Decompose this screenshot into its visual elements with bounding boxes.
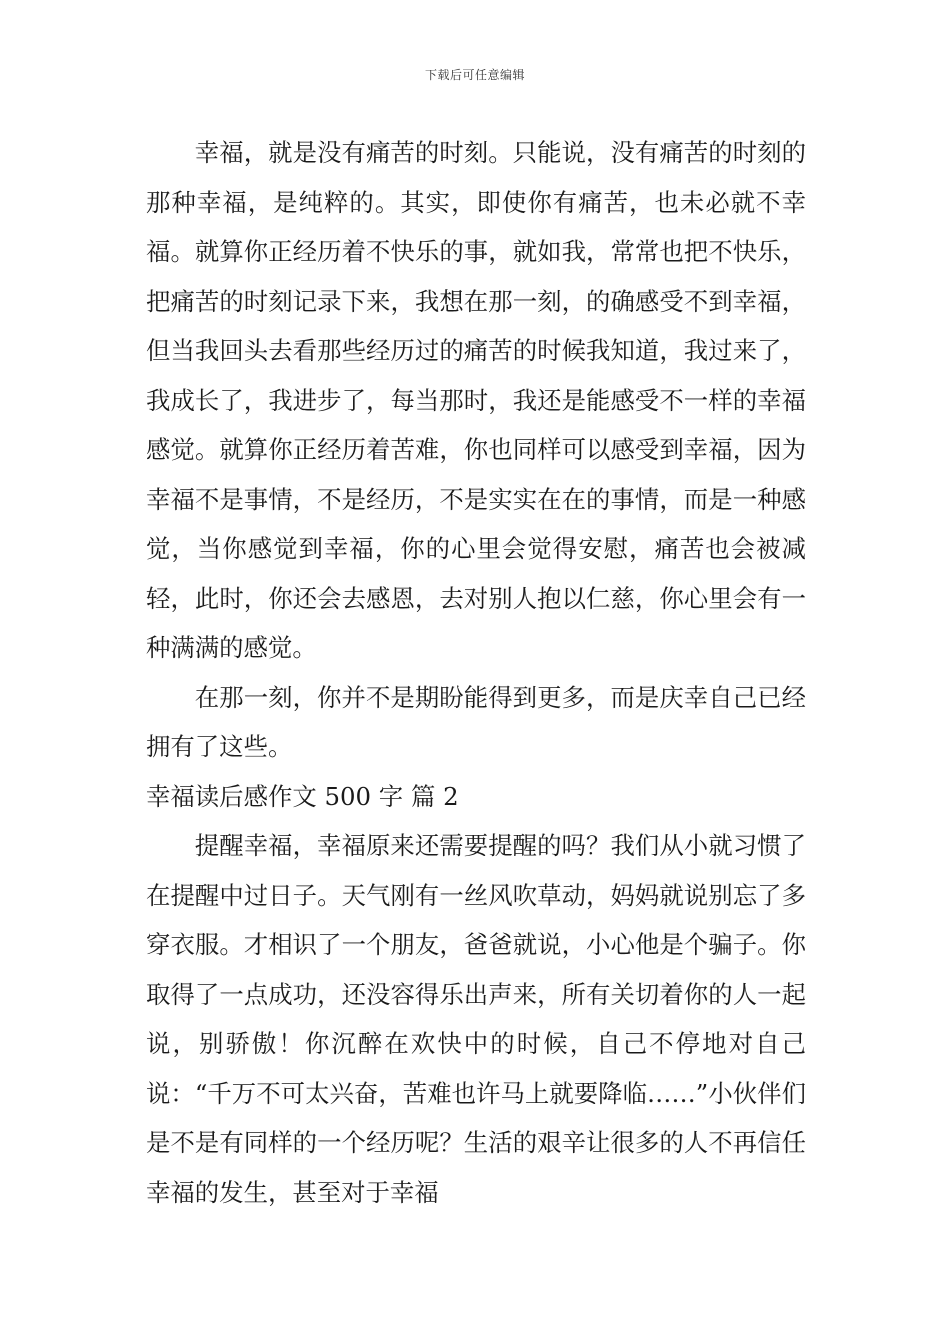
page-header: 下载后可任意编辑 xyxy=(424,68,525,82)
paragraph-remind-happiness: 提醒幸福，幸福原来还需要提醒的吗？我们从小就习惯了在提醒中过日子。天气刚有一丝风吹草动，妈妈就说别忘了多穿衣服。才相识了一个朋友，爸爸就说，小心他是个骗子。你取得了一点成功，还没容得乐出声来，所有关切着你的人一起说，别骄傲！你沉醉在欢快中的时候，自己不停地对自己说：“千万不可太兴奋，苦难也许马上就要降临……”小伙伴们是不是有同样的一个经历呢？生活的艰辛让很多的人不再信任幸福的发生，甚至对于幸福 xyxy=(146,831,806,1207)
document-body xyxy=(146,128,806,1217)
section-heading: 幸福读后感作文 500 字 篇 2 xyxy=(146,781,459,811)
paragraph-happiness-pain: 幸福，就是没有痛苦的时刻。只能说，没有痛苦的时刻的那种幸福，是纯粹的。其实，即使你有痛苦，也未必就不幸福。就算你正经历着不快乐的事，就如我，常常也把不快乐，把痛苦的时刻记录下来，我想在那一刻，的确感受不到幸福，但当我回头去看那些经历过的痛苦的时候我知道，我过来了，我成长了，我进步了，每当那时，我还是能感受不一样的幸福感觉。就算你正经历着苦难，你也同样可以感受到幸福，因为幸福不是事情，不是经历，不是实实在在的事情，而是一种感觉，当你感觉到幸福，你的心里会觉得安慰，痛苦也会被减轻，此时，你还会去感恩，去对别人抱以仁慈，你心里会有一种满满的感觉。 xyxy=(146,138,806,662)
paragraph-that-moment: 在那一刻，你并不是期盼能得到更多，而是庆幸自己已经拥有了这些。 xyxy=(146,682,806,761)
